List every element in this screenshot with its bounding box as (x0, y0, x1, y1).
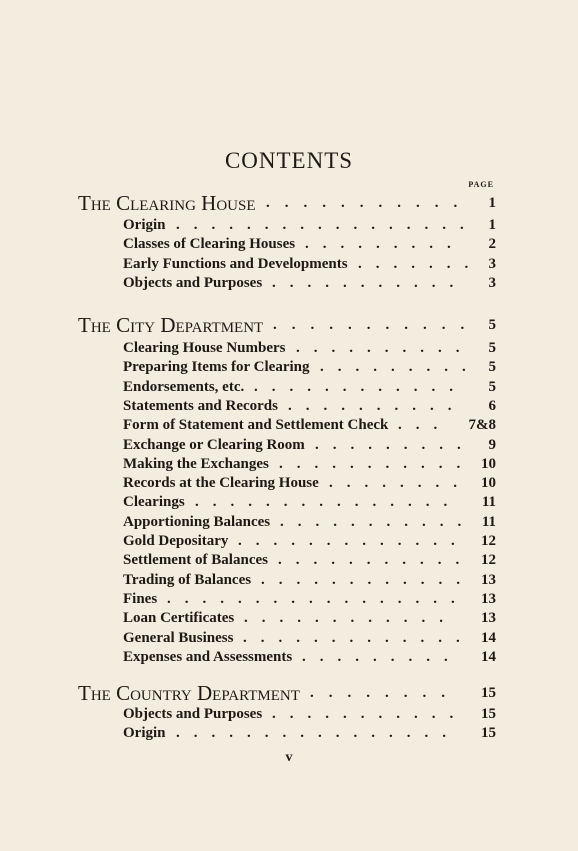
toc-entry-page-number: 15 (481, 706, 496, 722)
toc-entry-label: Endorsements, etc. (123, 379, 245, 395)
dot-leader: ....... (358, 256, 483, 272)
toc-entry-label: Preparing Items for Clearing (123, 359, 310, 375)
toc-entry-page-number: 13 (481, 572, 496, 588)
dot-leader: ......... (320, 359, 480, 375)
toc-entry-page-number: 13 (481, 610, 496, 626)
toc-entry-label: Expenses and Assessments (123, 649, 293, 665)
dot-leader: ............ (254, 379, 467, 395)
toc-entry-label: Origin (123, 725, 166, 741)
dot-leader: ................. (176, 217, 478, 233)
toc-entry (123, 340, 496, 359)
dot-leader: ................. (167, 591, 469, 607)
toc-entry (123, 649, 496, 668)
toc-entry (123, 475, 496, 494)
dot-leader: ............... (195, 494, 462, 510)
toc-entry (123, 591, 496, 610)
toc-entry-label: Gold Depositary (123, 533, 229, 549)
toc-entry-page-number: 15 (481, 725, 496, 741)
toc-entry-label: Trading of Balances (123, 572, 252, 588)
dot-leader: ........... (272, 275, 468, 291)
toc-entry-page-number: 5 (488, 340, 496, 356)
section-heading-label: The City Department (78, 313, 264, 337)
toc-entry-label: Origin (123, 217, 166, 233)
toc-entry-page-number: 12 (481, 533, 496, 549)
toc-entry-page-number: 9 (488, 437, 496, 453)
dot-leader: ........... (280, 514, 476, 530)
dot-leader: .......... (296, 340, 474, 356)
toc-entry (123, 630, 496, 649)
toc-entry-page-number: 5 (488, 379, 496, 395)
page-title: CONTENTS (224, 148, 354, 173)
toc-entry-page-number: 6 (488, 398, 496, 414)
dot-leader: ........... (279, 456, 475, 472)
dot-leader: ................ (176, 725, 460, 741)
toc-entry (123, 456, 496, 475)
toc-entry (123, 236, 496, 255)
toc-entry-page-number: 3 (488, 275, 496, 291)
toc-entry (123, 533, 496, 552)
toc-entry (123, 514, 496, 533)
section-heading (78, 681, 496, 707)
toc-entry-page-number: 10 (481, 475, 496, 491)
toc-entry-page-number: 12 (481, 552, 496, 568)
dot-leader: ............ (244, 610, 457, 626)
toc-entry-label: Objects and Purposes (123, 706, 263, 722)
toc-entry-page-number: 14 (481, 649, 496, 665)
dot-leader: ............. (238, 533, 469, 549)
toc-entry-label: Objects and Purposes (123, 275, 263, 291)
dot-leader: ............. (243, 630, 474, 646)
section-heading (78, 191, 496, 217)
toc-entry-label: Fines (123, 591, 158, 607)
dot-leader: ........... (266, 195, 473, 211)
toc-entry-label: Clearings (123, 494, 185, 510)
page-column-header: PAGE (468, 180, 494, 189)
toc-entry-label: General Business (123, 630, 234, 646)
dot-leader: ... (398, 417, 452, 433)
toc-entry-label: Apportioning Balances (123, 514, 271, 530)
toc-entry-page-number: 3 (488, 256, 496, 272)
section-heading-label: The Clearing House (78, 191, 256, 215)
toc-entry-page-number: 10 (481, 456, 496, 472)
toc-entry-page-number: 13 (481, 591, 496, 607)
toc-entry-page-number: 2 (488, 236, 496, 252)
toc-entry-page-number: 1 (488, 217, 496, 233)
toc-entry (123, 379, 496, 398)
toc-entry (123, 417, 496, 436)
toc-entry-page-number: 14 (481, 630, 496, 646)
dot-leader: .......... (288, 398, 466, 414)
toc-entry-label: Classes of Clearing Houses (123, 236, 296, 252)
dot-leader: ......... (302, 649, 462, 665)
toc-entry-page-number: 7&8 (468, 417, 496, 433)
toc-entry (123, 398, 496, 417)
toc-entry-label: Settlement of Balances (123, 552, 268, 568)
section-heading-page-number: 15 (481, 685, 496, 701)
dot-leader: ......... (305, 236, 465, 252)
dot-leader: ........ (329, 475, 471, 491)
toc-entry-label: Records at the Clearing House (123, 475, 319, 491)
toc-entry (123, 437, 496, 456)
dot-leader: ......... (315, 437, 475, 453)
toc-entry (123, 359, 496, 378)
dot-leader: ........... (273, 317, 480, 333)
toc-entry (123, 552, 496, 571)
toc-entry-label: Early Functions and Developments (123, 256, 348, 272)
toc-entry (123, 275, 496, 294)
toc-entry (123, 217, 496, 236)
toc-entry (123, 725, 496, 744)
toc-entry-page-number: 11 (481, 494, 496, 510)
toc-entry-label: Loan Certificates (123, 610, 235, 626)
dot-leader: ........... (278, 552, 474, 568)
toc-entry (123, 572, 496, 591)
section-heading (78, 313, 496, 339)
dot-leader: ............ (261, 572, 474, 588)
toc-entry (123, 610, 496, 629)
toc-entry-label: Clearing House Numbers (123, 340, 286, 356)
section-heading-page-number: 1 (488, 195, 496, 211)
toc-entry-label: Statements and Records (123, 398, 278, 414)
section-heading-page-number: 5 (488, 317, 496, 333)
toc-entry-page-number: 11 (481, 514, 496, 530)
section-heading-label: The Country Department (78, 681, 300, 705)
toc-entry (123, 494, 496, 513)
toc-entry (123, 256, 496, 275)
toc-entry-label: Exchange or Clearing Room (123, 437, 305, 453)
toc-entry-label: Form of Statement and Settlement Check (123, 417, 389, 433)
dot-leader: ........ (310, 685, 460, 701)
toc-entry-label: Making the Exchanges (123, 456, 269, 472)
toc-entry (123, 706, 496, 725)
toc-entry-page-number: 5 (488, 359, 496, 375)
page-folio: v (285, 750, 293, 765)
dot-leader: ........... (272, 706, 468, 722)
